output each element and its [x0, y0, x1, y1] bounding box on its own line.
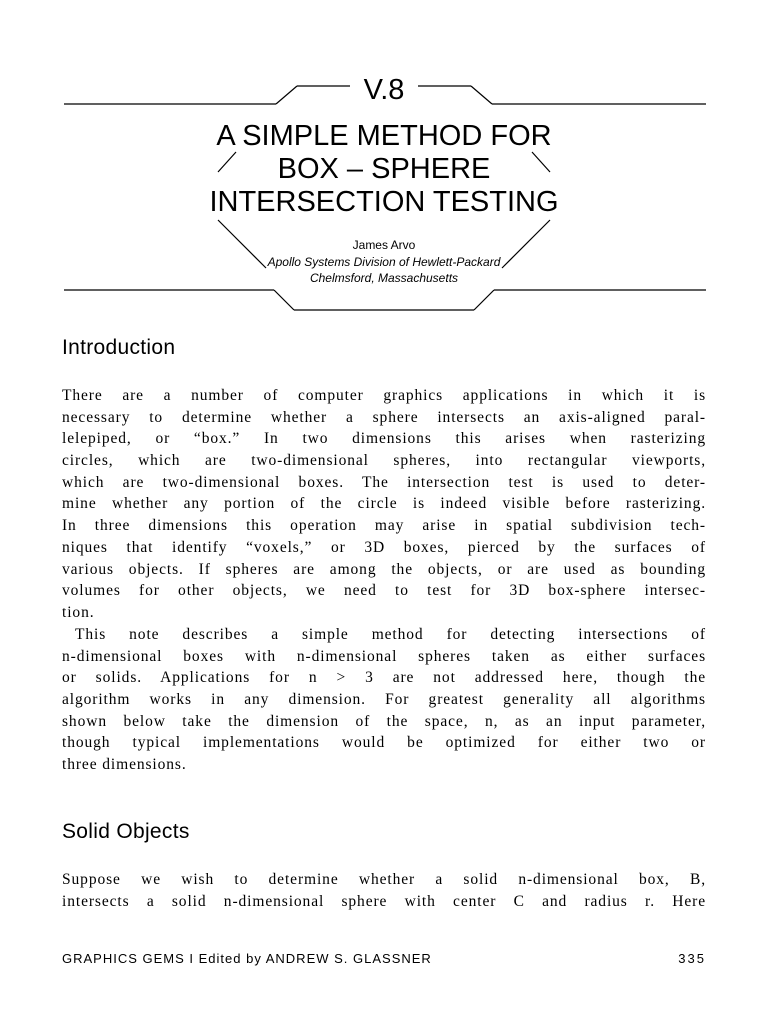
text-line: which are two-dimensional boxes. The intersection test is used to deter-: [62, 473, 706, 491]
footer-book-credit: GRAPHICS GEMS I Edited by ANDREW S. GLASSNER: [62, 951, 432, 966]
text-line: various objects. If spheres are among the objects, or are used as bounding: [62, 560, 706, 578]
text-line: lelepiped, or “box.” In two dimensions this arises when rasterizing: [62, 430, 706, 448]
text-line: This note describes a simple method for detecting intersections of: [75, 626, 706, 643]
title-line-3: INTERSECTION TESTING: [209, 186, 559, 218]
intro-paragraph-1: [62, 385, 706, 624]
text-line: circles, which are two-dimensional spheres, into rectangular viewports,: [62, 452, 706, 470]
section-heading-solid-objects: Solid Objects: [62, 820, 190, 843]
text-line: algorithm works in any dimension. For greatest generality all algorithms: [62, 691, 706, 709]
text-line: There are a number of computer graphics applications in which it is: [62, 387, 706, 404]
author-affiliation: Apollo Systems Division of Hewlett-Packard: [267, 255, 501, 269]
author-name: James Arvo: [352, 238, 416, 252]
frame-bottom-right-diagonal: [474, 290, 494, 310]
text-line: In three dimensions this operation may arise in spatial subdivision tech-: [62, 517, 706, 535]
title-line-2: BOX – SPHERE: [277, 153, 491, 185]
text-line: shown below take the dimension of the space, n, as an input parameter,: [62, 712, 706, 730]
page-footer: [62, 950, 706, 968]
title-line-1: A SIMPLE METHOD FOR: [216, 120, 552, 152]
text-line: three dimensions.: [62, 756, 187, 774]
text-line: though typical implementations would be optimized for either two or: [62, 734, 706, 752]
frame-bottom-left-diagonal: [274, 290, 294, 310]
text-line: intersects a solid n-dimensional sphere with center C and radius r. Here: [62, 892, 706, 910]
solid-objects-paragraph: [62, 869, 706, 912]
text-line: Suppose we wish to determine whether a solid n-dimensional box, B,: [62, 871, 706, 888]
text-line: tion.: [62, 603, 95, 621]
text-line: volumes for other objects, we need to test for 3D box-sphere intersec-: [62, 582, 706, 600]
section-heading-introduction: Introduction: [62, 336, 176, 359]
chapter-number: V.8: [363, 74, 405, 106]
author-location: Chelmsford, Massachusetts: [309, 271, 459, 285]
text-line: mine whether any portion of the circle is indeed visible before rasterizing.: [62, 495, 706, 513]
text-line: necessary to determine whether a sphere intersects an axis-aligned paral-: [62, 408, 706, 426]
page-number: 335: [678, 951, 706, 966]
text-line: or solids. Applications for n > 3 are not addressed here, though the: [62, 669, 706, 687]
text-line: n-dimensional boxes with n-dimensional spheres taken as either surfaces: [62, 647, 706, 665]
intro-paragraph-2: [62, 624, 706, 776]
text-line: niques that identify “voxels,” or 3D boxes, pierced by the surfaces of: [62, 538, 706, 556]
